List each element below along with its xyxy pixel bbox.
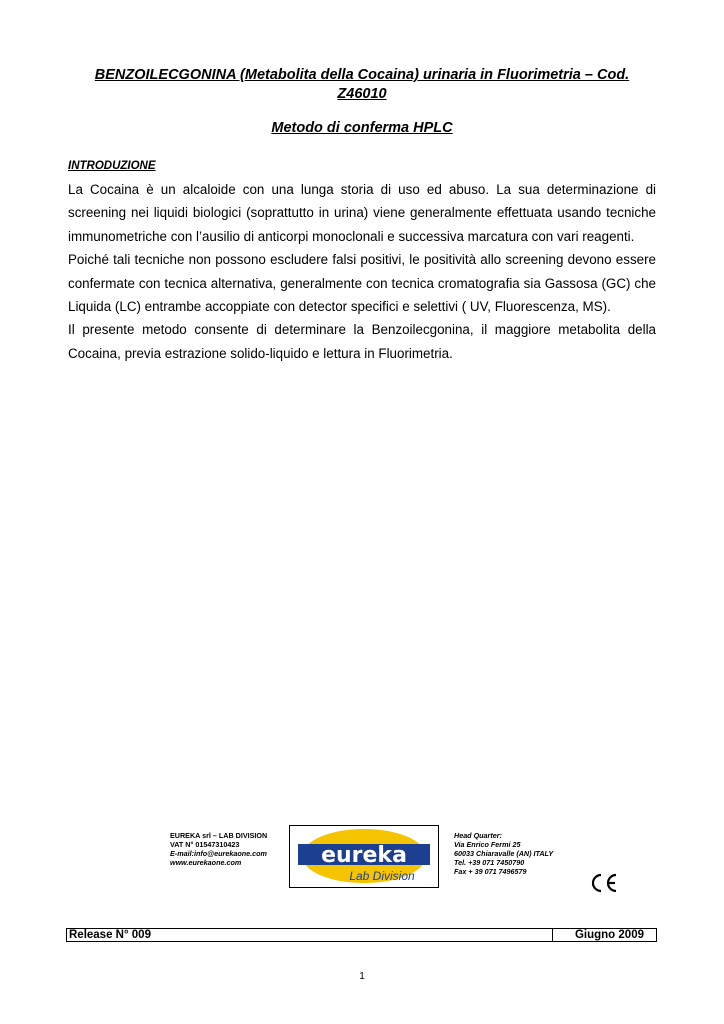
company-name: EUREKA srl – LAB DIVISION xyxy=(170,831,268,840)
section-heading: INTRODUZIONE xyxy=(68,160,156,172)
logo-text: eureka xyxy=(321,843,407,868)
logo-subtext: Lab Division xyxy=(349,869,415,883)
paragraph-2: Poiché tali tecniche non possono escludere falsi positivi, le positività allo screening devono essere confermate con tecnica alternativa, generalmente con tecnica cromatografia sia Gassosa (GC) che Liquida (LC) entrambe accoppiate con detector specifici e selettivi ( UV, Fluorescenza, MS). xyxy=(68,252,656,315)
document-subtitle: Metodo di conferma HPLC xyxy=(271,120,453,136)
ce-mark xyxy=(588,872,620,899)
ce-mark-icon xyxy=(588,872,620,894)
company-email: E-mail:info@eurekaone.com xyxy=(170,849,267,858)
release-bar xyxy=(66,928,657,942)
hq-city: 60033 Chiaravalle (AN) ITALY xyxy=(454,849,554,858)
hq-label: Head Quarter: xyxy=(454,831,502,840)
head-quarter-info xyxy=(454,831,553,876)
hq-fax: Fax + 39 071 7496579 xyxy=(454,867,527,876)
company-info xyxy=(170,831,267,867)
paragraph-1: La Cocaina è un alcaloide con una lunga storia di uso ed abuso. La sua determinazione di screening nei liquidi biologici (soprattutto in urina) viene generalmente effettuata usando tecniche immunometriche con l’ausilio di anticorpi monoclonali e successiva marcatura con vari reagenti. xyxy=(68,182,656,244)
eureka-logo-graphic xyxy=(290,826,438,887)
release-date: Giugno 2009 xyxy=(574,929,644,941)
document-title: BENZOILECGONINA (Metabolita della Cocaina) urinaria in Fluorimetria – Cod. Z46010 xyxy=(94,67,630,102)
company-website: www.eurekaone.com xyxy=(170,858,242,867)
page-number: 1 xyxy=(359,971,365,982)
hq-street: Via Enrico Fermi 25 xyxy=(454,840,521,849)
vat-number: VAT N° 01547310423 xyxy=(170,840,240,849)
paragraph-3: Il presente metodo consente di determinare la Benzoilecgonina, il maggiore metabolita della Cocaina, previa estrazione solido-liquido e lettura in Fluorimetria. xyxy=(68,322,656,361)
release-number: Release N° 009 xyxy=(67,929,553,941)
body-text xyxy=(68,178,656,365)
hq-tel: Tel. +39 071 7450790 xyxy=(454,858,525,867)
eureka-logo xyxy=(289,825,439,888)
